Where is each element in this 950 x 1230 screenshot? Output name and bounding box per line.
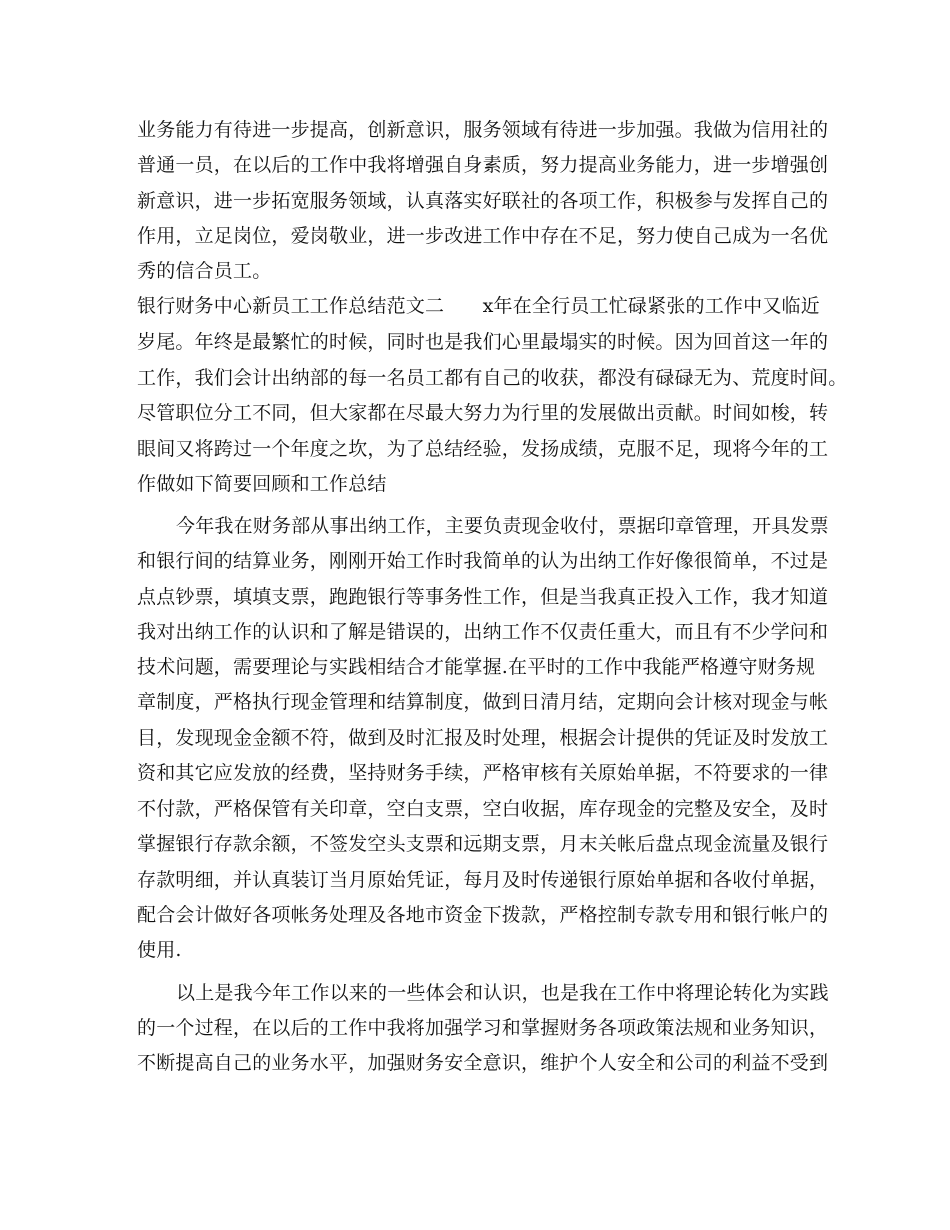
text-line: 以上是我今年工作以来的一些体会和认识，也是我在工作中将理论转化为实践 (176, 982, 829, 1004)
text-line: 点点钞票，填填支票，跑跑银行等事务性工作，但是当我真正投入工作，我才知道 (137, 586, 829, 608)
text-line: 今年我在财务部从事出纳工作，主要负责现金收付，票据印章管理，开具发票 (176, 515, 829, 537)
text-line: 我对出纳工作的认识和了解是错误的，出纳工作不仅责任重大，而且有不少学问和 (137, 621, 829, 643)
text-line: 普通一员，在以后的工作中我将增强自身素质，努力提高业务能力，进一步增强创 (137, 154, 829, 176)
text-line: 资和其它应发放的经费，坚持财务手续，严格审核有关原始单据，不符要求的一律 (137, 762, 829, 784)
text-line: 的一个过程，在以后的工作中我将加强学习和掌握财务各项政策法规和业务知识， (137, 1017, 829, 1039)
text-line: 章制度，严格执行现金管理和结算制度，做到日清月结，定期向会计核对现金与帐 (137, 691, 829, 713)
text-line: 银行财务中心新员工工作总结范文二 x年在全行员工忙碌紧张的工作中又临近 (137, 295, 820, 317)
text-line: 业务能力有待进一步提高，创新意识，服务领域有待进一步加强。我做为信用社的 (137, 119, 829, 141)
text-line: 不付款，严格保管有关印章，空白支票，空白收据，库存现金的完整及安全，及时 (137, 798, 829, 820)
text-line: 存款明细，并认真装订当月原始凭证，每月及时传递银行原始单据和各收付单据， (137, 869, 829, 891)
text-line: 尽管职位分工不同，但大家都在尽最大努力为行里的发展做出贡献。时间如梭，转 (137, 402, 829, 424)
text-line: 使用. (137, 939, 182, 961)
text-line: 作用，立足岗位，爱岗敬业，进一步改进工作中存在不足，努力使自己成为一名优 (137, 225, 829, 247)
text-line: 眼间又将跨过一个年度之坎，为了总结经验，发扬成绩，克服不足，现将今年的工 (137, 438, 829, 460)
text-line: 工作，我们会计出纳部的每一名员工都有自己的收获，都没有碌碌无为、荒度时间。 (137, 367, 848, 389)
text-line: 不断提高自己的业务水平，加强财务安全意识，维护个人安全和公司的利益不受到 (137, 1052, 829, 1074)
text-line: 作做如下简要回顾和工作总结 (137, 473, 387, 495)
text-line: 岁尾。年终是最繁忙的时候，同时也是我们心里最塌实的时候。因为回首这一年的 (137, 331, 829, 353)
text-line: 秀的信合员工。 (137, 260, 272, 282)
text-line: 目，发现现金金额不符，做到及时汇报及时处理，根据会计提供的凭证及时发放工 (137, 727, 829, 749)
text-line: 技术问题，需要理论与实践相结合才能掌握.在平时的工作中我能严格遵守财务规 (137, 656, 816, 678)
text-line: 和银行间的结算业务，刚刚开始工作时我简单的认为出纳工作好像很简单，不过是 (137, 550, 829, 572)
text-line: 掌握银行存款余额，不签发空头支票和远期支票，月末关帐后盘点现金流量及银行 (137, 833, 829, 855)
text-line: 配合会计做好各项帐务处理及各地市资金下拨款，严格控制专款专用和银行帐户的 (137, 904, 829, 926)
text-line: 新意识，进一步拓宽服务领域，认真落实好联社的各项工作，积极参与发挥自己的 (137, 190, 829, 212)
